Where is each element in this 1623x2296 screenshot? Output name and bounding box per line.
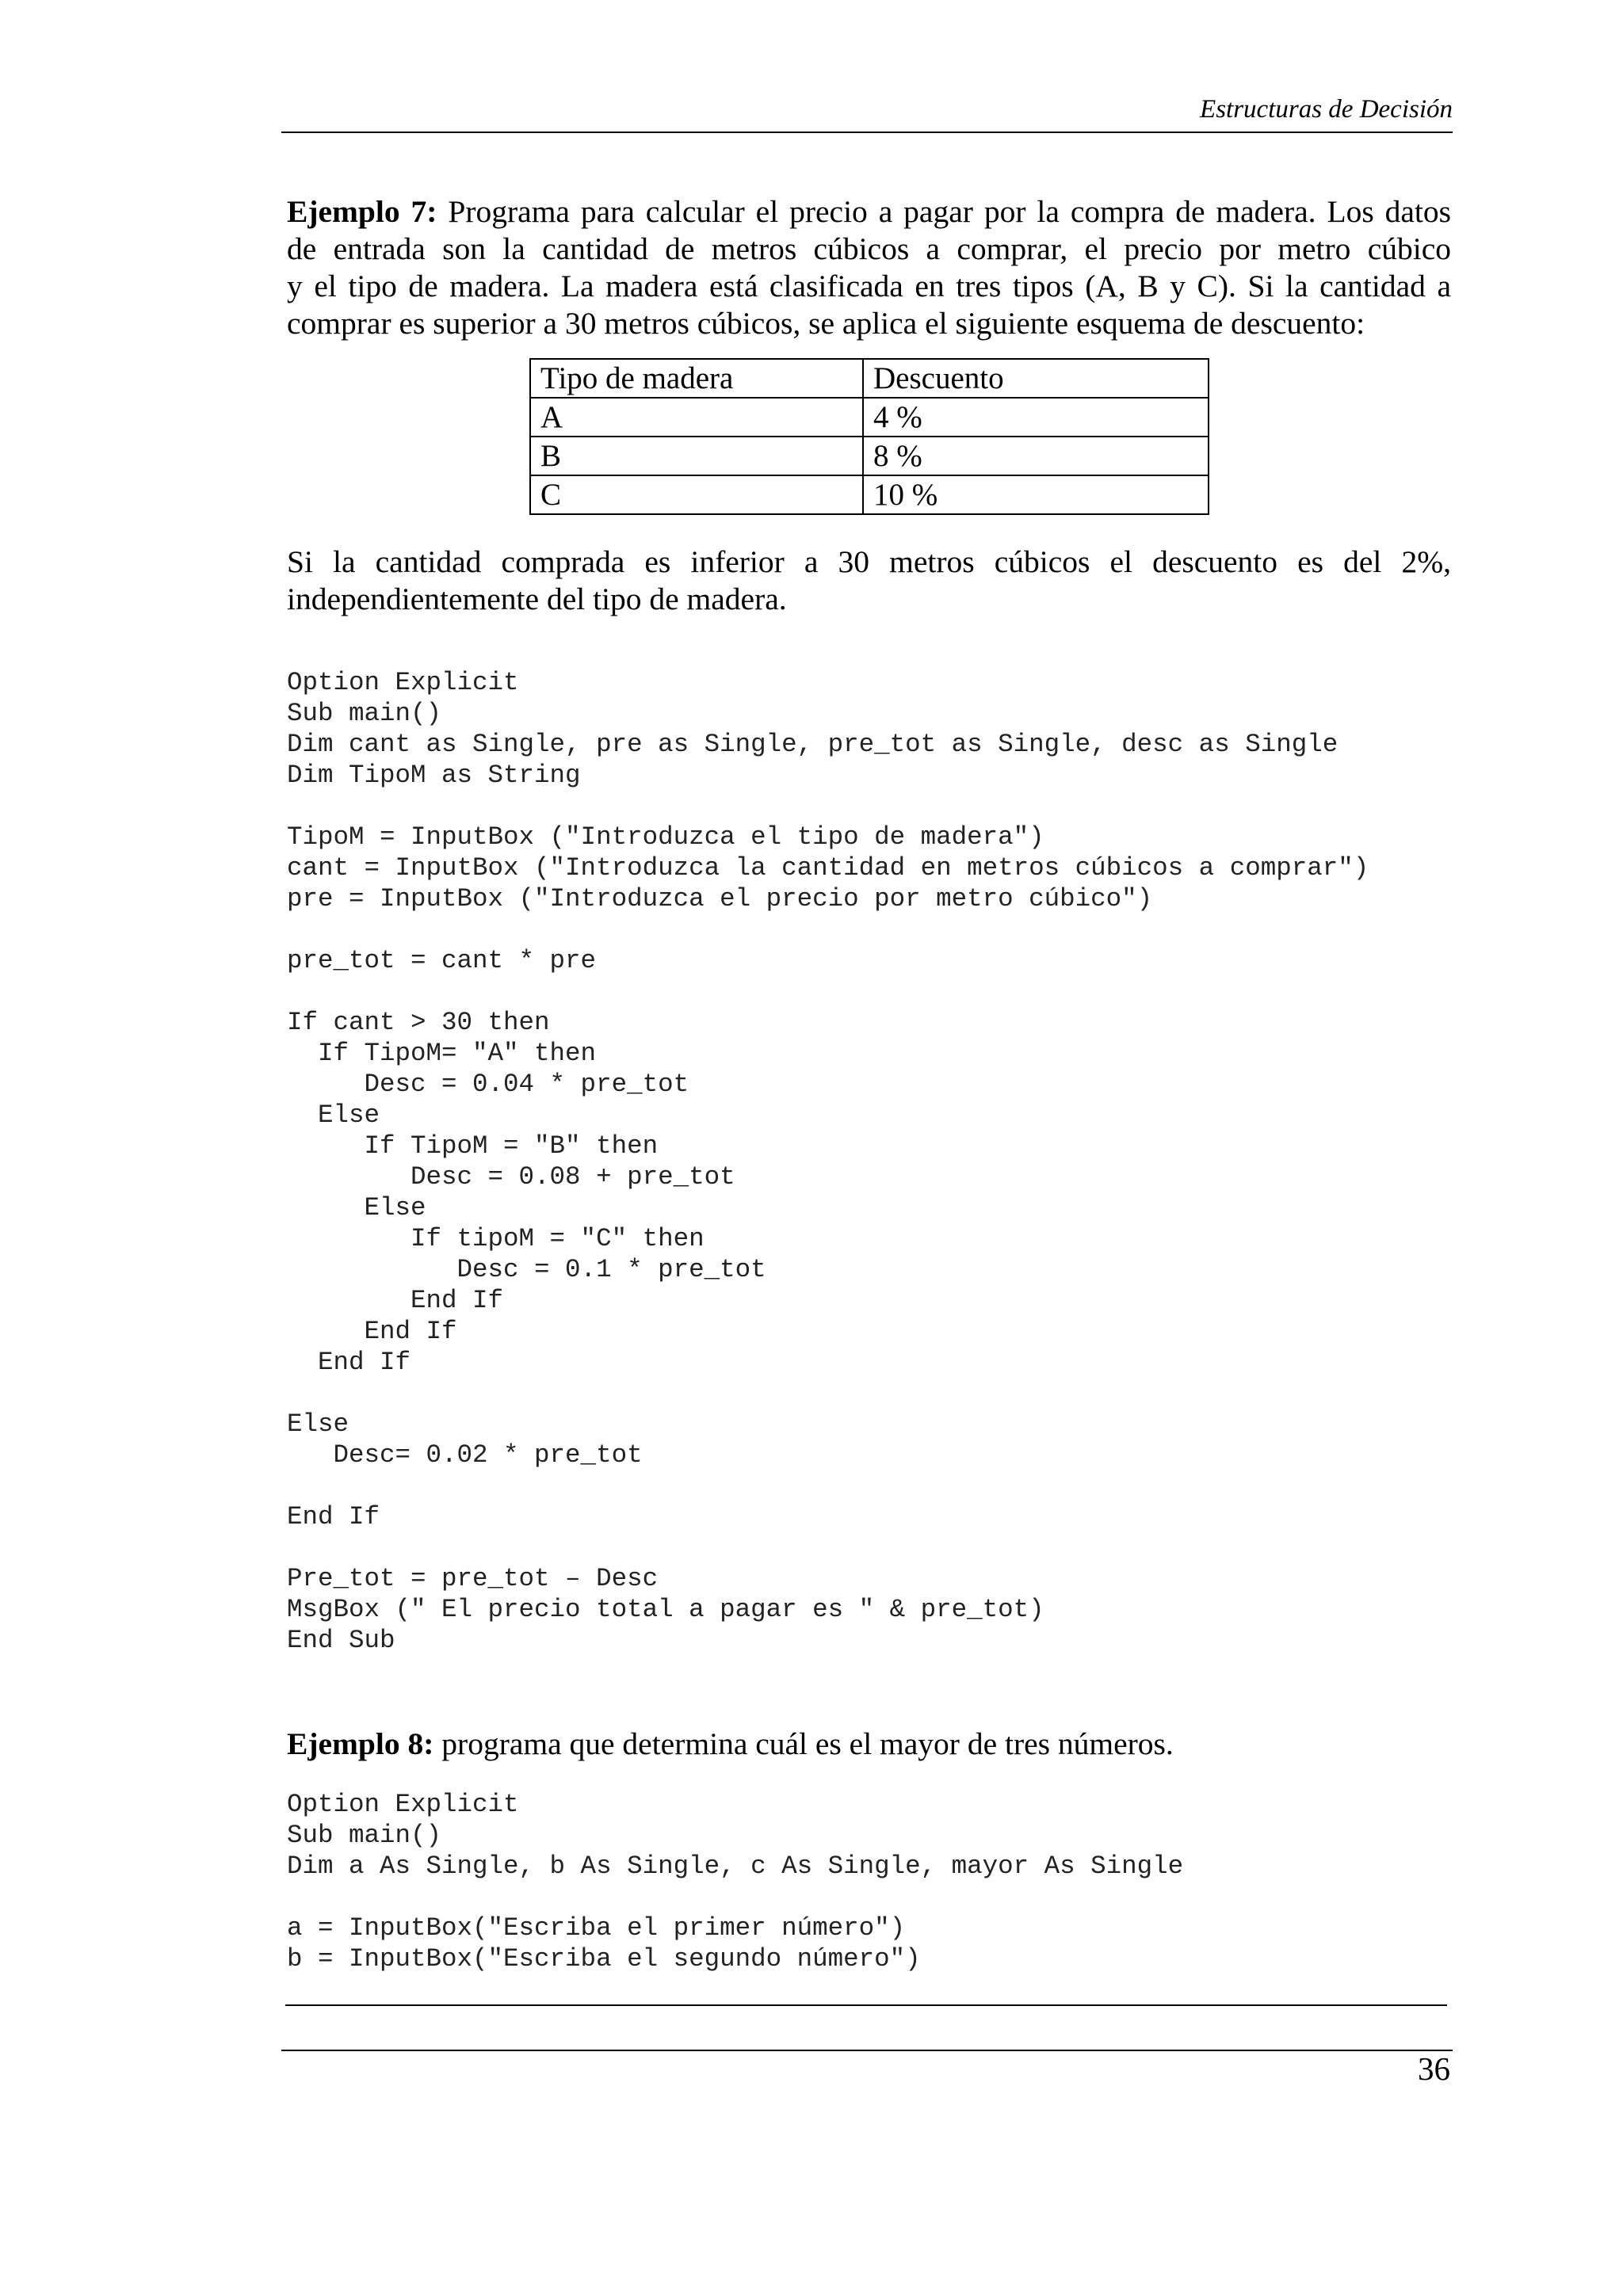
- example-8-label: Ejemplo 8:: [287, 1726, 434, 1761]
- intro-line-1: Ejemplo 7: Programa para calcular el precio a pagar por la compra de madera. Los datos: [287, 194, 1451, 229]
- table-cell: B: [530, 437, 863, 475]
- code-line: Desc = 0.1 * pre_tot: [287, 1255, 766, 1284]
- code-line: a = InputBox("Escriba el primer número"): [287, 1913, 906, 1943]
- discount-table: [529, 358, 1209, 515]
- code-line: Dim TipoM as String: [287, 761, 581, 790]
- code-line: cant = InputBox ("Introduzca la cantidad en metros cúbicos a comprar"): [287, 853, 1369, 883]
- note-line-2: independientemente del tipo de madera.: [287, 582, 787, 616]
- code-line: Desc = 0.04 * pre_tot: [287, 1070, 689, 1099]
- code-line: [287, 1378, 1369, 1409]
- code-line: [287, 1532, 1369, 1563]
- code-line: If cant > 30 then: [287, 1008, 550, 1037]
- code-line: Dim a As Single, b As Single, c As Single, mayor As Single: [287, 1852, 1184, 1881]
- code-line: [287, 914, 1369, 945]
- code-line: MsgBox (" El precio total a pagar es " & pre_tot): [287, 1595, 1044, 1624]
- table-cell: 10 %: [863, 475, 1209, 514]
- table-cell: 8 %: [863, 437, 1209, 475]
- table-cell: C: [530, 475, 863, 514]
- code-line: Dim cant as Single, pre as Single, pre_tot as Single, desc as Single: [287, 730, 1338, 759]
- code-line: End If: [287, 1502, 380, 1531]
- table-header-cell: Tipo de madera: [530, 359, 863, 398]
- code-line: TipoM = InputBox ("Introduzca el tipo de madera"): [287, 822, 1044, 852]
- code-line: End If: [287, 1286, 504, 1315]
- table-row: [530, 437, 1209, 475]
- header-rule: [281, 132, 1453, 133]
- code-line: End If: [287, 1317, 457, 1346]
- code-line: Desc= 0.02 * pre_tot: [287, 1440, 643, 1470]
- code-line: pre = InputBox ("Introduzca el precio por metro cúbico"): [287, 884, 1153, 913]
- example-8-heading: Ejemplo 8: programa que determina cuál es el mayor de tres números.: [287, 1726, 1174, 1761]
- code-end-rule: [285, 2004, 1447, 2006]
- code-line: pre_tot = cant * pre: [287, 946, 597, 975]
- table-row: [530, 398, 1209, 437]
- code-line: Desc = 0.08 + pre_tot: [287, 1162, 735, 1192]
- footer-rule: [281, 2050, 1453, 2051]
- intro-line-3: y el tipo de madera. La madera está clasificada en tres tipos (A, B y C). Si la cantidad a: [287, 269, 1451, 303]
- example-7-code-block: [287, 667, 1369, 1656]
- example-7-label: Ejemplo 7:: [287, 194, 437, 229]
- code-line: End If: [287, 1348, 411, 1377]
- table-header-row: [530, 359, 1209, 398]
- intro-line-4: comprar es superior a 30 metros cúbicos, se aplica el siguiente esquema de descuento:: [287, 306, 1365, 341]
- table-cell: 4 %: [863, 398, 1209, 437]
- code-line: [287, 791, 1369, 822]
- page-number: 36: [1418, 2050, 1450, 2087]
- code-line: [287, 1470, 1369, 1501]
- code-line: If TipoM = "B" then: [287, 1131, 659, 1161]
- table-header-cell: Descuento: [863, 359, 1209, 398]
- code-line: Pre_tot = pre_tot – Desc: [287, 1564, 659, 1593]
- code-line: [287, 976, 1369, 1007]
- table-cell: A: [530, 398, 863, 437]
- code-line: If tipoM = "C" then: [287, 1224, 705, 1253]
- example-7-note: [287, 543, 1451, 618]
- running-header: Estructuras de Decisión: [1200, 95, 1453, 124]
- code-line: End Sub: [287, 1626, 395, 1655]
- code-line: Sub main(): [287, 699, 442, 728]
- code-line: If TipoM= "A" then: [287, 1039, 597, 1068]
- code-line: Option Explicit: [287, 1790, 519, 1819]
- code-line: b = InputBox("Escriba el segundo número"): [287, 1944, 921, 1974]
- code-line: Else: [287, 1193, 426, 1222]
- example-8-code-block: [287, 1789, 1183, 1974]
- intro-line-2: de entrada son la cantidad de metros cúbicos a comprar, el precio por metro cúbico: [287, 231, 1451, 266]
- code-line: Else: [287, 1409, 349, 1439]
- example-7-intro: [287, 193, 1451, 342]
- code-line: Else: [287, 1100, 380, 1130]
- note-line-1: Si la cantidad comprada es inferior a 30 metros cúbicos el descuento es del 2%,: [287, 544, 1451, 579]
- table-row: [530, 475, 1209, 514]
- code-line: Option Explicit: [287, 668, 519, 697]
- code-line: Sub main(): [287, 1821, 442, 1850]
- code-line: [287, 1882, 1183, 1913]
